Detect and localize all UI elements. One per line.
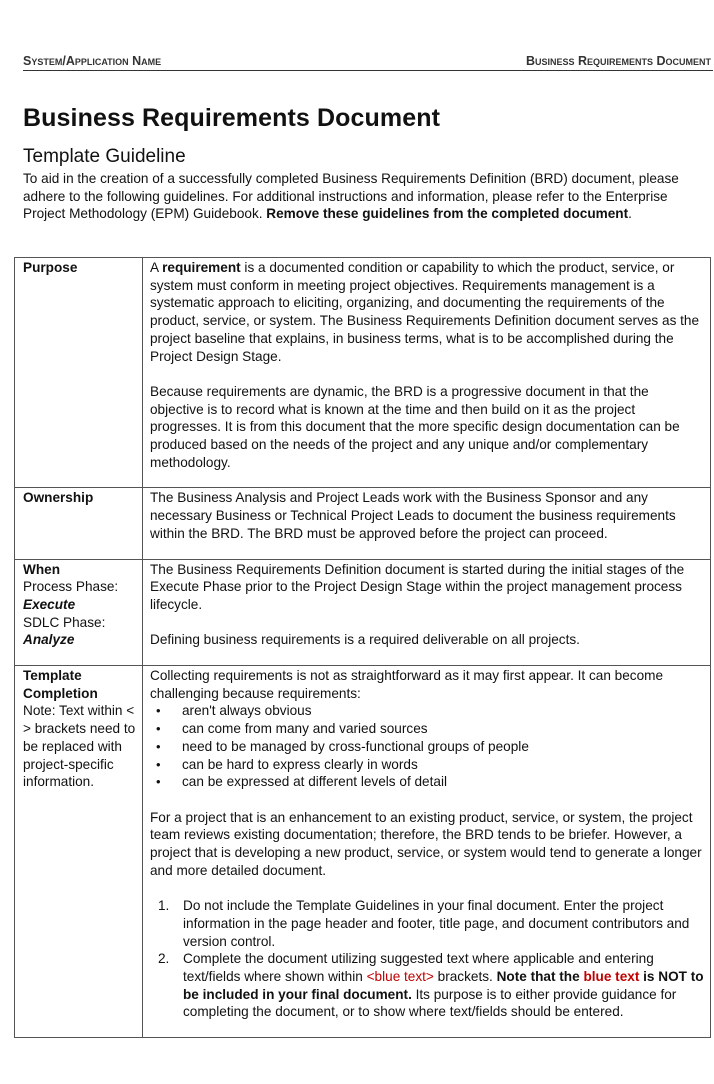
step-number: 2. <box>158 951 170 967</box>
when-content-cell <box>143 559 711 666</box>
sdlc-phase-label: SDLC Phase: <box>23 614 106 630</box>
step-text: Do not include the Template Guidelines in your final document. Enter the project information in the page header and footer, title page, and document contributors and version control. <box>183 898 690 949</box>
header-system-name: System/Application Name <box>23 54 162 68</box>
step-text-part-3: Its purpose is to either provide guidance for completing the document, or to show where text/fields should be entered. <box>183 986 677 1020</box>
template-completion-note: Note: Text within < > brackets need to be replaced with project-specific information. <box>23 703 136 790</box>
list-item: • can come from many and varied sources <box>182 720 704 738</box>
intro-text: To aid in the creation of a successfully completed Business Requirements Definition (BRD) document, please adhere to the following guidelines. For additional instructions and information, please refer to the Enterprise Project Methodology (EPM) Guidebook. <box>23 171 679 221</box>
purpose-p1-pre: A <box>150 260 163 275</box>
ownership-label-cell <box>15 488 143 559</box>
template-completion-label-line1: Template <box>23 668 82 684</box>
when-paragraph-1: The Business Requirements Definition document is started during the initial stages of the Execute Phase prior to the Project Design Stage within the project management process lifecycle. <box>150 561 685 612</box>
step-number: 1. <box>158 898 170 914</box>
step-item-1 <box>158 897 704 950</box>
template-completion-label-cell <box>15 666 143 1038</box>
step-bold-part-2: is NOT to be included in your final document. <box>183 968 704 1002</box>
blue-text-emphasis: blue text <box>583 968 640 984</box>
purpose-p1-post: is a documented condition or capability to which the product, service, or system must conform in meeting project objectives. Requirements management is a systematic approach to eliciting, organizing, and documenting the requirements of the product, service, or system. The Business Requirements Definition document serves as the project baseline that explains, in business terms, what is to be accomplished during the Project Design Stage. <box>150 260 700 364</box>
list-item: • can be hard to express clearly in words <box>182 756 704 774</box>
when-label-cell <box>15 559 143 666</box>
table-row-template-completion <box>15 666 711 1038</box>
header-document-name: Business Requirements Document <box>525 54 711 68</box>
template-completion-paragraph-2: For a project that is an enhancement to an existing product, service, or system, the project team reviews existing documentation; therefore, the BRD tends to be briefer. However, a project that is developing a new product, service, or system would tend to generate a longer and more detailed document. <box>150 809 702 878</box>
purpose-label: Purpose <box>23 260 78 275</box>
table-row-when <box>15 559 711 666</box>
completion-steps-list <box>150 897 704 1021</box>
intro-paragraph <box>23 170 708 223</box>
template-completion-content-cell <box>143 666 711 1038</box>
purpose-label-cell <box>15 258 143 488</box>
when-label: When <box>23 561 60 577</box>
process-phase-label: Process Phase: <box>23 579 119 595</box>
template-completion-intro: Collecting requirements is not as straightforward as it may first appear. It can become challenging because requirements: <box>150 668 664 701</box>
step-text-part-1: Complete the document utilizing suggested text where applicable and entering text/fields where shown within <box>183 951 654 984</box>
purpose-content-cell <box>143 258 711 488</box>
template-completion-label-line2: Completion <box>23 685 98 701</box>
step-item-2 <box>158 950 704 1021</box>
ownership-label: Ownership <box>23 490 94 506</box>
intro-bold-text: Remove these guidelines from the completed document <box>266 206 629 221</box>
list-item: • can be expressed at different levels of detail <box>182 773 704 791</box>
ownership-content-cell <box>143 488 711 559</box>
step-text-part-2: brackets. <box>433 968 497 984</box>
guideline-table <box>14 257 711 1038</box>
purpose-paragraph-2: Because requirements are dynamic, the BRD is a progressive document in that the objective is to record what is known at the time and then build on it as the project progresses. It is from this document that the more specific design documentation can be produced based on the needs of the project and any unique and/or complementary methodology. <box>150 383 680 470</box>
document-title: Business Requirements Document <box>23 104 440 132</box>
list-item: • need to be managed by cross-functional groups of people <box>182 738 704 756</box>
blue-text-placeholder: <blue text> <box>366 968 434 984</box>
purpose-paragraph-1 <box>150 259 704 365</box>
table-row-ownership <box>15 488 711 559</box>
requirements-challenges-list <box>150 702 704 791</box>
spacer <box>150 791 704 809</box>
list-item: • aren't always obvious <box>182 702 704 720</box>
when-paragraph-2: Defining business requirements is a required deliverable on all projects. <box>150 632 580 648</box>
process-phase-value: Execute <box>23 596 76 612</box>
page-header <box>23 54 713 71</box>
table-row-purpose <box>15 258 711 488</box>
ownership-paragraph: The Business Analysis and Project Leads work with the Business Sponsor and any necessary Business or Technical Project Leads to document the business requirements within the BRD. The BRD must be approved before the project can proceed. <box>150 490 676 541</box>
section-subtitle: Template Guideline <box>23 146 186 167</box>
purpose-p1-bold: requirement <box>162 260 241 275</box>
sdlc-phase-value: Analyze <box>23 632 75 648</box>
step-bold-part-1: Note that the <box>496 968 584 984</box>
intro-end: . <box>628 206 632 221</box>
